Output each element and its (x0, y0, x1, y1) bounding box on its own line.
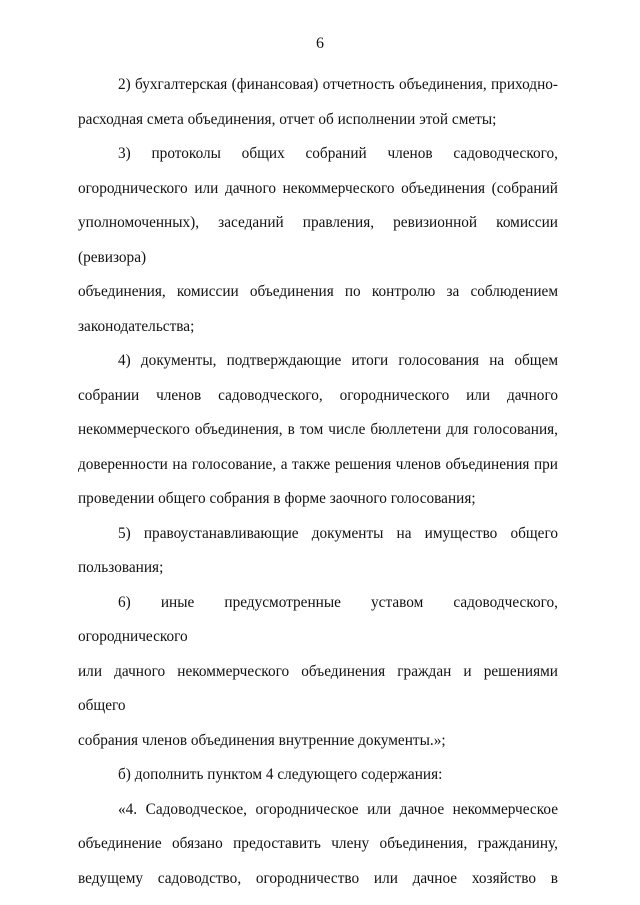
page-number: 6 (316, 35, 324, 52)
paragraph-item-4 (78, 344, 558, 517)
text-line: собрания членов объединения внутренние документы.»; (78, 731, 446, 749)
paragraph-item-5 (78, 517, 558, 586)
text-line: объединение обязано предоставить члену объединения, гражданину, (78, 835, 558, 852)
paragraph-item-2 (78, 68, 558, 137)
text-line: «4. Садоводческое, огородническое или дачное некоммерческое (118, 800, 558, 818)
paragraph-amendment-b (78, 758, 558, 793)
text-line: огороднического или дачного некоммерческого объединения (собраний (78, 179, 558, 197)
text-line: 6) иные предусмотренные уставом садоводческого, огороднического (78, 593, 558, 645)
text-line: объединения, комиссии объединения по контролю за соблюдением (78, 283, 558, 300)
paragraph-item-6 (78, 586, 558, 759)
text-line: расходная смета объединения, отчет об исполнении этой сметы; (78, 110, 497, 128)
text-line: уполномоченных), заседаний правления, ревизионной комиссии (ревизора) (78, 214, 558, 266)
text-line: 4) документы, подтверждающие итоги голосования на общем (118, 352, 558, 369)
text-line: доверенности на голосование, а также решения членов объединения при (78, 455, 558, 473)
text-line: 5) правоустанавливающие документы на имущество общего (118, 524, 558, 542)
text-line: б) дополнить пунктом 4 следующего содержания: (118, 766, 443, 783)
text-line: 3) протоколы общих собраний членов садоводческого, (118, 145, 558, 162)
text-line: законодательства; (78, 317, 195, 335)
text-line: собрании членов садоводческого, огороднического или дачного (78, 386, 558, 404)
text-line: некоммерческого объединения, в том числе бюллетени для голосования, (78, 421, 558, 438)
text-line: ведущему садоводство, огородничество или дачное хозяйство в (78, 869, 558, 887)
paragraph-clause-4 (78, 793, 558, 897)
text-line: проведении общего собрания в форме заочного голосования; (78, 490, 476, 507)
document-body (78, 68, 558, 896)
paragraph-item-3 (78, 137, 558, 344)
text-line: или дачного некоммерческого объединения граждан и решениями общего (78, 662, 558, 714)
text-line: 2) бухгалтерская (финансовая) отчетность объединения, приходно- (118, 76, 558, 93)
text-line: пользования; (78, 559, 164, 576)
